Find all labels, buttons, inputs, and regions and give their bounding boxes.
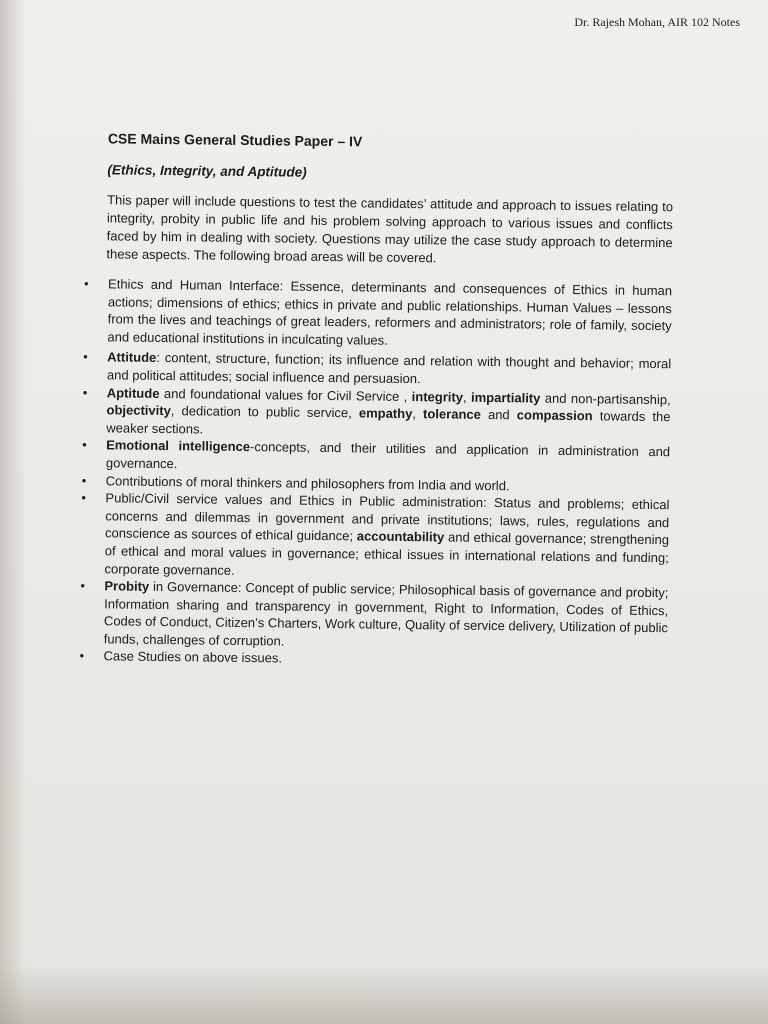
document-subtitle: (Ethics, Integrity, and Aptitude) xyxy=(107,162,307,180)
list-item: • Aptitude and foundational values for Civil Service , integrity, impartiality and non-partisanship, objectivity, dedication to public service, empathy, tolerance and compassion towards the weaker sections. xyxy=(82,384,671,437)
page-edge-shadow xyxy=(0,0,26,1024)
bullet-icon: • xyxy=(82,437,87,453)
bullet-icon: • xyxy=(81,472,87,488)
bullet-icon: • xyxy=(80,578,86,594)
document-body xyxy=(75,128,674,672)
header-note: Dr. Rajesh Mohan, AIR 102 Notes xyxy=(574,15,740,29)
bullet-icon: • xyxy=(79,648,85,664)
page-bottom-shadow xyxy=(0,964,768,1024)
list-item: • Case Studies on above issues. xyxy=(79,648,283,666)
bullet-icon: • xyxy=(82,384,88,400)
list-item: • Emotional intelligence-concepts, and their utilities and application in administration and governance. xyxy=(82,437,671,472)
list-item: • Public/Civil service values and Ethics in Public administration: Status and problems; ethical concerns and dilemmas in government and private institutions; laws, rules, regulations and conscience as sources of ethical guidance; accountability and ethical governance; strengthening of ethical and moral values in governance; ethical issues in international relations and funding; corporate governance. xyxy=(81,490,670,578)
bullet-icon: • xyxy=(83,349,88,365)
list-item: • Attitude: content, structure, function; its influence and relation with thought and behavior; moral and political attitudes; social influence and persuasion. xyxy=(83,349,672,387)
bullet-icon: • xyxy=(81,490,87,506)
list-item: • Probity in Governance: Concept of public service; Philosophical basis of governance and probity; Information sharing and transparency in government, Right to Information, Codes of Ethics, Codes of Conduct, Citizen’s Charters, Work culture, Quality of service delivery, Utilization of public funds, challenges of corruption. xyxy=(80,578,669,649)
areas-list xyxy=(75,275,672,672)
list-item: • Contributions of moral thinkers and philosophers from India and world. xyxy=(81,472,510,493)
intro-paragraph: This paper will include questions to test the candidates’ attitude and approach to issues relating to integrity, probity in public life and his problem solving approach to various issues and conflicts faced by him in dealing with society. Questions may utilize the case study approach to determine these aspects. The following broad areas will be covered. xyxy=(106,192,674,266)
bullet-icon: • xyxy=(84,276,89,292)
list-item: • Ethics and Human Interface: Essence, determinants and consequences of Ethics in human actions; dimensions of ethics; ethics in private and public relationships. Human Values – lessons from the lives and teachings of great leaders, reformers and administrators; role of family, society and educational institutions in inculcating values. xyxy=(84,276,673,348)
document-title: CSE Mains General Studies Paper – IV xyxy=(107,130,363,150)
